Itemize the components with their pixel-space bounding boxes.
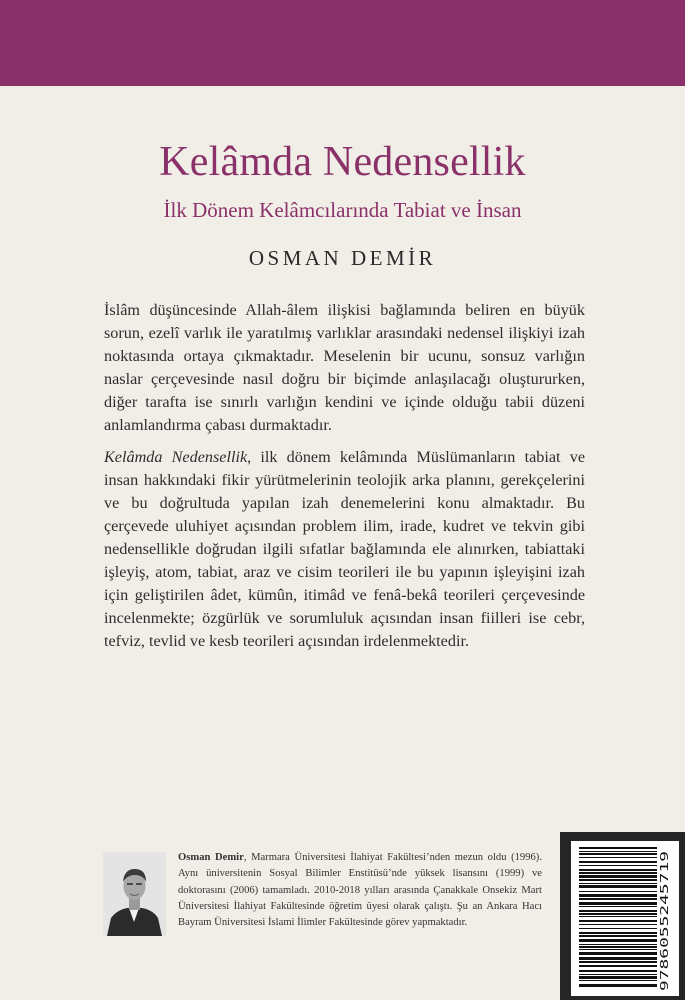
barcode-bar [579,974,657,975]
barcode-bar [579,857,657,858]
barcode-bar [579,944,657,945]
blurb-paragraph-2 [104,446,585,653]
barcode-bar [579,984,657,987]
author-bio [178,850,542,931]
barcode-bar [579,961,657,963]
barcode-bar [579,872,657,874]
barcode-bar [579,976,657,979]
barcode-bar [579,906,657,907]
barcode-bar [579,924,657,925]
barcode-box [571,841,679,996]
barcode-bar [579,847,657,849]
book-subtitle: İlk Dönem Kelâmcılarında Tabiat ve İnsan [163,198,522,222]
barcode-bar [579,939,657,942]
author-name: OSMAN DEMİR [248,246,437,270]
isbn-number: 9786055245719 [659,908,671,991]
barcode-bar [579,949,657,950]
barcode-bar [579,891,657,892]
barcode-bar [579,853,657,855]
barcode-bar [579,957,657,960]
barcode-bar [579,932,657,934]
barcode-bar [579,970,657,972]
barcode-bar [579,851,657,852]
barcode-bar [579,879,657,881]
barcode-bar [579,910,657,912]
isbn-barcode [571,841,679,996]
author-photo [103,852,166,936]
barcode-bar [579,916,657,917]
blurb-paragraph-1: İslâm düşüncesinde Allah-âlem ilişkisi bağlamında beliren en büyük sorun, ezelî varlık ile yaratılmış varlıklar arasındaki nedensel ilişkiyi izah noktasında ortaya çıkmaktadır. Meselenin bir ucunu, sonsuz varlığın naslar çerçevesinde nasıl doğru bir biçimde anlaşılacağı oluştururken, diğer tarafta ise sınırlı varlığın kendini ve içinde olduğu tabii düzeni anlamlandırma çabası durmaktadır. [104,301,585,434]
barcode-bar [579,865,657,866]
book-title: Kelâmda Nedensellik [159,139,526,185]
barcode-bar [579,952,657,955]
barcode-bar [579,894,657,897]
barcode-bar [579,928,657,929]
barcode-bar [579,935,657,937]
barcode-bar [579,965,657,967]
bio-author-name: Osman Demir [178,852,244,863]
barcode-bar [579,875,657,878]
barcode-bar [579,885,657,888]
barcode-bar [579,980,657,981]
blurb-paragraph-2-text: , ilk dönem kelâmında Müslümanların tabiat ve insan hakkındaki fikir yürütmelerinin teolojik arka planını, gerekçelerini ve bu doğrultuda yapılan izah denemelerini konu almaktadır. Bu çerçevede uluhiyet açısından problem ilim, irade, kudret ve tekvin gibi nedensellikle doğrudan ilgili sıfatlar bağlamında ele alınırken, tabiattaki işleyiş, atom, tabiat, araz ve cisim teorileri ile bu yapının işleyişini izah için geliştirilen âdet, kümûn, itimâd ve fenâ-bekâ teorileri çerçevesinde incelenmekte; özgürlük ve sorumluluk açısından insan fiilleri ise cebr, tefviz, tevlid ve kesb teorileri açısından irdelenmektedir. [104,448,586,650]
bio-text: , Marmara Üniversitesi İlahiyat Fakültesi’nden mezun oldu (1996). Aynı üniversitenin Sosyal Bilimler Enstitüsü’nde yüksek lisansını (1999) ve doktorasını (2006) tamamladı. 2010-2018 yılları arasında Çanakkale Onsekiz Mart Üniversitesi İlahiyat Fakültesinde öğretim üyesi olarak çalıştı. Şu an Ankara Hacı Bayram Üniversitesi İslami İlimler Fakültesinde görev yapmaktadır. [178,852,542,929]
barcode-bar [579,869,657,871]
barcode-bar [579,946,657,948]
barcode-bar [579,920,657,922]
barcode-bar [579,898,657,900]
top-color-band [0,0,685,86]
barcode-bar [579,913,657,915]
barcode-bar [579,861,657,863]
blurb-book-title-italic: Kelâmda Nedensellik [104,448,248,466]
barcode-bar [579,883,657,884]
barcode-bar [579,902,657,905]
